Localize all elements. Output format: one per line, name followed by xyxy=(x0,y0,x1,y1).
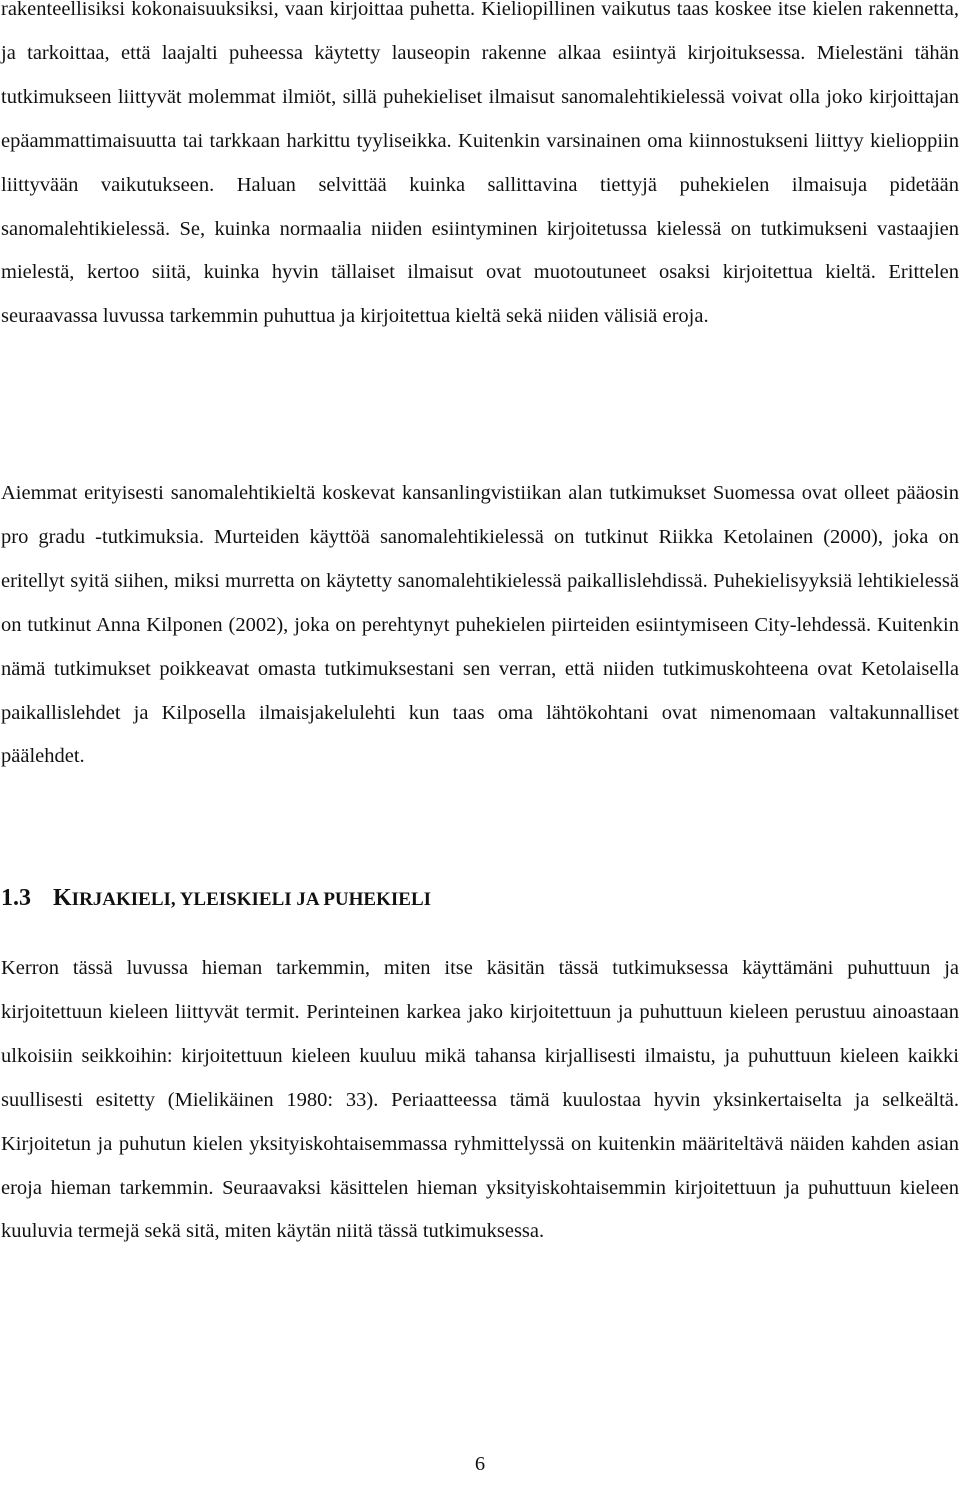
paragraph-2: Aiemmat erityisesti sanomalehtikieltä koskevat kansanlingvistiikan alan tutkimukset Suomessa ovat olleet pääosin pro gradu -tutkimuksia. Murteiden käyttöä sanomalehtikielessä on tutkinut Riikka Ketolainen (2000), joka on eritellyt syitä siihen, miksi murretta on käytetty sanomalehtikielessä paikallislehdissä. Puhekielisyyksiä lehtikielessä on tutkinut Anna Kilponen (2002), joka on perehtynyt puhekielen piirteiden esiintymiseen City-lehdessä. Kuitenkin nämä tutkimukset poikkeavat omasta tutkimuksestani sen verran, että niiden tutkimuskohteena ovat Ketolaisella paikallislehdet ja Kilposella ilmaisjakelulehti kun taas oma lähtökohtani ovat nimenomaan valtakunnalliset päälehdet. xyxy=(1,482,959,768)
page-number: 6 xyxy=(474,1453,486,1475)
section-number: 1.3 xyxy=(1,885,31,911)
section-title-initial: K xyxy=(53,885,72,911)
section-title-rest: IRJAKIELI, YLEISKIELI JA PUHEKIELI xyxy=(71,889,432,910)
paragraph-3: Kerron tässä luvussa hieman tarkemmin, miten itse käsitän tässä tutkimuksessa käyttämäni puhuttuun ja kirjoitettuun kieleen liittyvät termit. Perinteinen karkea jako kirjoitettuun ja puhuttuun kieleen perustuu ainoastaan ulkoisiin seikkoihin: kirjoitettuun kieleen kuuluu mikä tahansa kirjallisesti ilmaistu, ja puhuttuun kieleen kaikki suullisesti esitetty (Mielikäinen 1980: 33). Periaatteessa tämä kuulostaa hyvin yksinkertaiselta ja selkeältä. Kirjoitetun ja puhutun kielen yksityiskohtaisemmassa ryhmittelyssä on kuitenkin määriteltävä näiden kahden asian eroja hieman tarkemmin. Seuraavaksi käsittelen hieman yksityiskohtaisemmin kirjoitettuun ja puhuttuun kieleen kuuluvia termejä sekä sitä, miten käytän niitä tässä tutkimuksessa. xyxy=(1,957,959,1243)
section-heading xyxy=(1,878,431,920)
paragraph-1: rakenteellisiksi kokonaisuuksiksi, vaan kirjoittaa puhetta. Kieliopillinen vaikutus taas koskee itse kielen rakennetta, ja tarkoittaa, että laajalti puheessa käytetty lauseopin rakenne alkaa esiintyä kirjoituksessa. Mielestäni tähän tutkimukseen liittyvät molemmat ilmiöt, sillä puhekieliset ilmaisut sanomalehtikielessä voivat olla joko kirjoittajan epäammattimaisuutta tai tarkkaan harkittu tyyliseikka. Kuitenkin varsinainen oma kiinnostukseni liittyy kielioppiin liittyvään vaikutukseen. Haluan selvittää kuinka sallittavina tiettyjä puhekielen ilmaisuja pidetään sanomalehtikielessä. Se, kuinka normaalia niiden esiintyminen kirjoitetussa kielessä on tutkimukseni vastaajien mielestä, kertoo siitä, kuinka hyvin tällaiset ilmaisut ovat muotoutuneet osaksi kirjoitettua kieltä. Erittelen seuraavassa luvussa tarkemmin puhuttua ja kirjoitettua kieltä sekä niiden välisiä eroja. xyxy=(1,0,959,328)
